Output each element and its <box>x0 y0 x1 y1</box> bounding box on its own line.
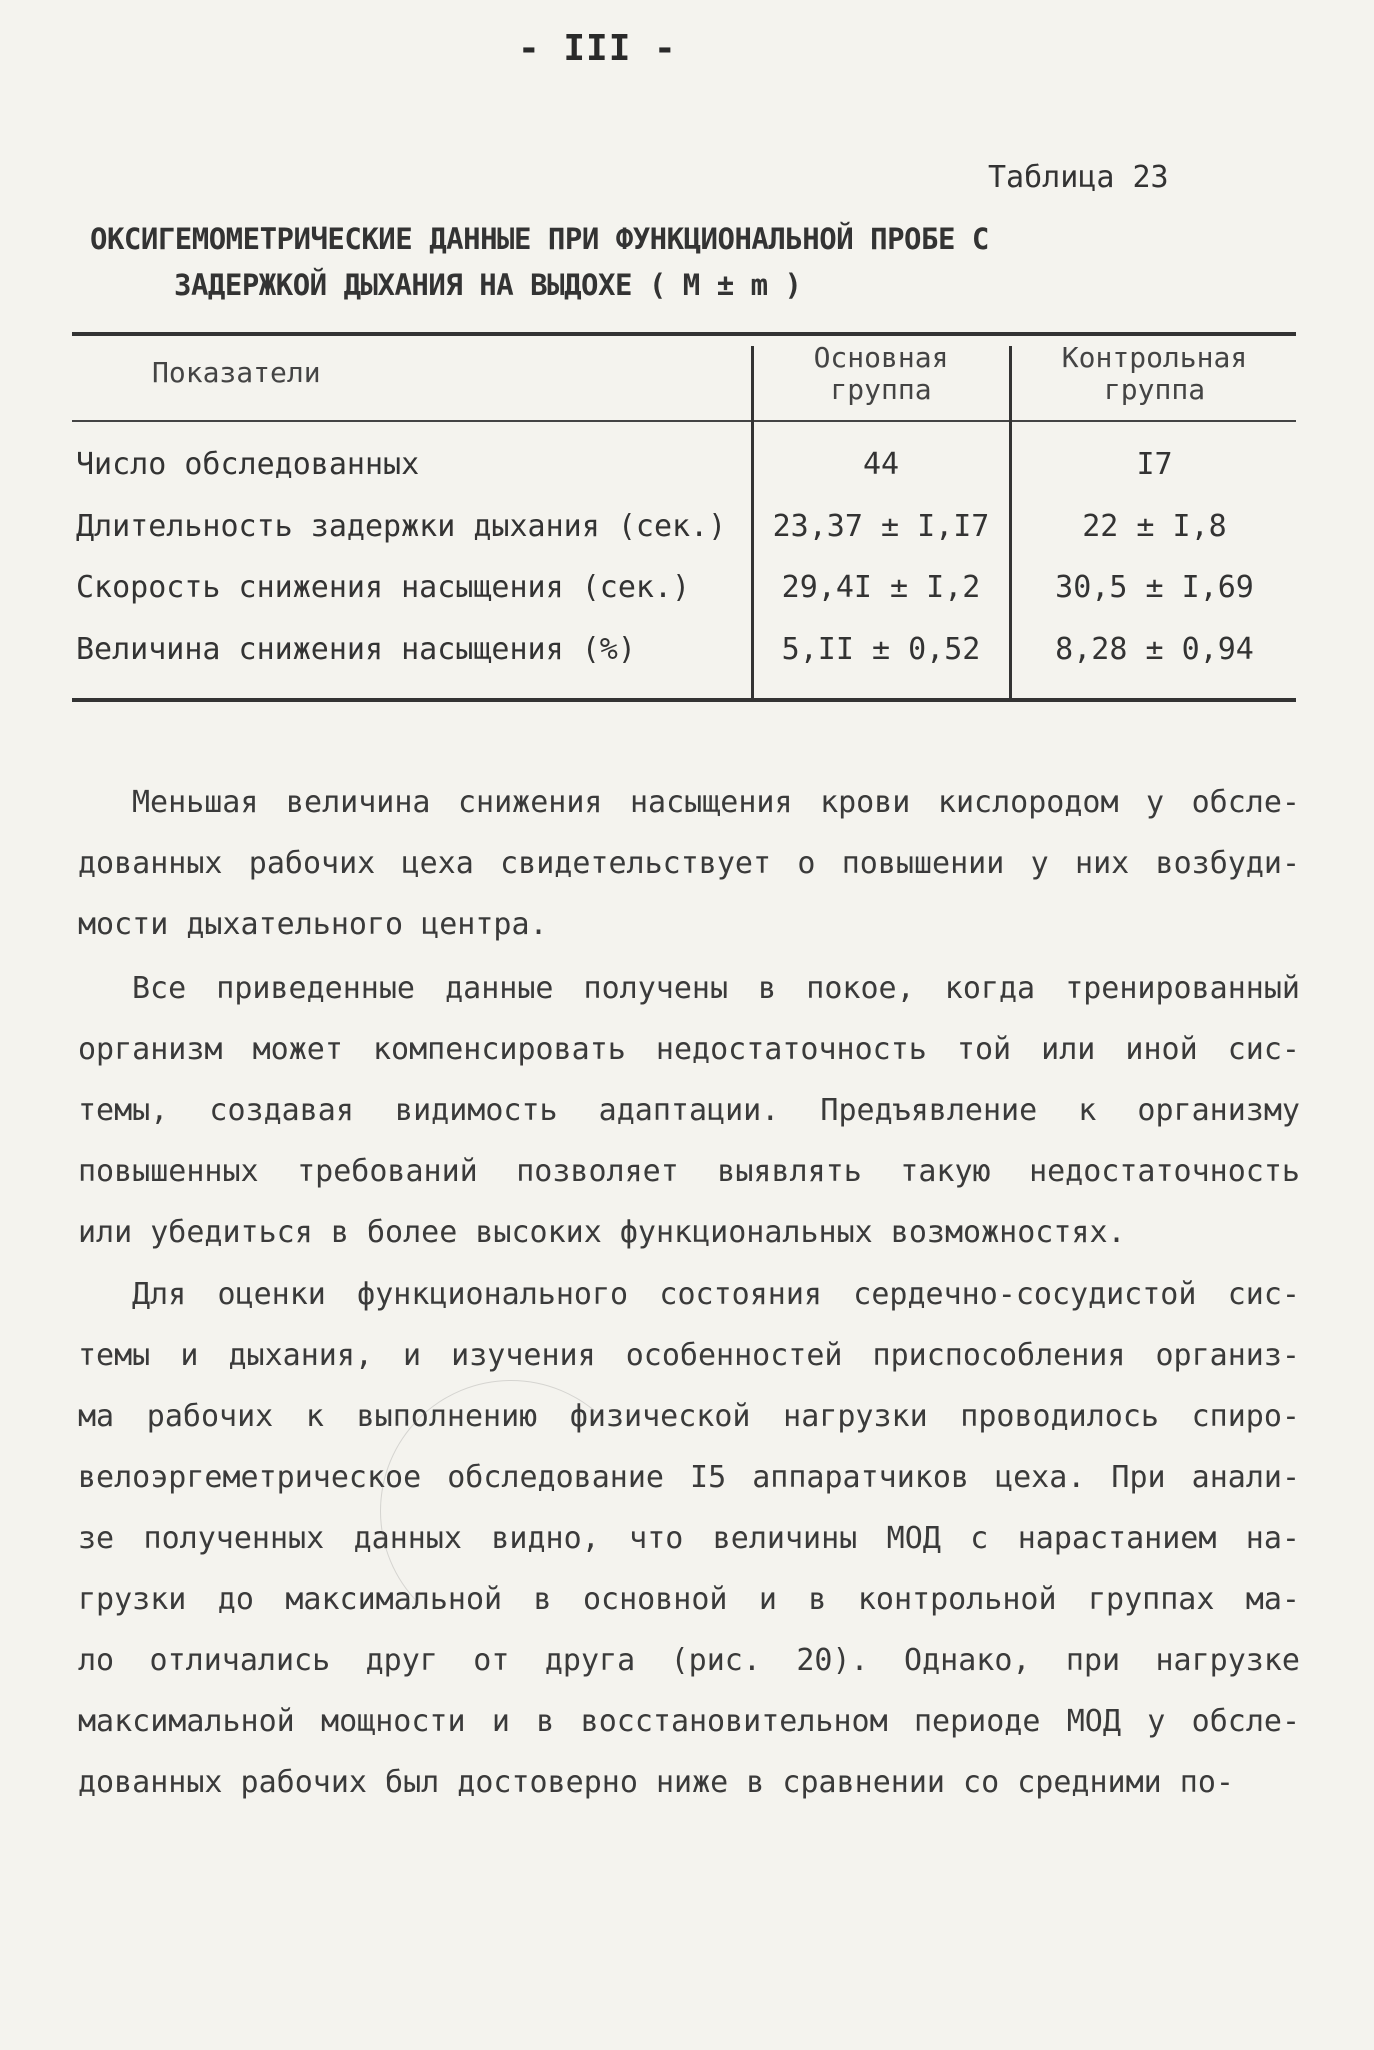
paragraph-3 <box>78 1264 1300 1813</box>
column-divider-2 <box>1009 346 1012 698</box>
header-control-line-2: группа <box>1103 373 1206 406</box>
paragraph-line: повышенных требований позволяет выявлять такую недостаточность <box>78 1154 1300 1189</box>
table-title-line-2: ЗАДЕРЖКОЙ ДЫХАНИЯ НА ВЫДОХЕ ( M ± m ) <box>174 268 802 302</box>
table-title-line-1: ОКСИГЕМОМЕТРИЧЕСКИЕ ДАННЫЕ ПРИ ФУНКЦИОНАЛЬНОЙ ПРОБЕ С <box>90 222 989 256</box>
row-control-value: 30,5 ± I,69 <box>1055 570 1254 605</box>
row-label: Число обследованных <box>76 447 420 482</box>
faint-pencil-mark <box>380 1380 642 1642</box>
paragraph-line: Меньшая величина снижения насыщения крови кислородом у обсле- <box>132 785 1300 820</box>
row-control-value: 22 ± I,8 <box>1082 509 1227 544</box>
header-main-group <box>755 342 1007 406</box>
header-main-line-2: группа <box>830 373 932 406</box>
row-label: Скорость снижения насыщения (сек.) <box>76 570 691 605</box>
row-control-value: I7 <box>1136 447 1173 482</box>
table-label: Таблица 23 <box>988 160 1169 195</box>
paragraph-line: или убедиться в более высоких функциональных возможностях. <box>78 1215 1126 1250</box>
row-main-value: 5,II ± 0,52 <box>781 632 981 667</box>
paragraph-line: ло отличались друг от друга (рис. 20). Однако, при нагрузке <box>78 1643 1300 1678</box>
header-control-group <box>1013 342 1296 406</box>
row-label: Длительность задержки дыхания (сек.) <box>76 509 727 544</box>
paragraph-line: максимальной мощности и в восстановительном периоде МОД у обсле- <box>78 1704 1300 1739</box>
paragraph-line: дованных рабочих цеха свидетельствует о повышении у них возбуди- <box>78 846 1300 881</box>
header-control-line-1: Контрольная <box>1061 341 1248 374</box>
paragraph-line: темы, создавая видимость адаптации. Предъявление к организму <box>78 1093 1300 1128</box>
paragraph-1 <box>78 772 1300 955</box>
paragraph-line: велоэргеметрическое обследование I5 аппаратчиков цеха. При анали- <box>78 1460 1300 1495</box>
row-main-value: 23,37 ± I,I7 <box>772 509 990 544</box>
row-main-value: 44 <box>862 447 900 482</box>
header-indicator: Показатели <box>152 356 321 389</box>
paragraph-line: дованных рабочих был достоверно ниже в сравнении со средними по- <box>78 1765 1234 1800</box>
paragraph-line: Все приведенные данные получены в покое, когда тренированный <box>132 971 1300 1006</box>
paragraph-line: темы и дыхания, и изучения особенностей приспособления организ- <box>78 1338 1300 1373</box>
paragraph-line: организм может компенсировать недостаточность той или иной сис- <box>78 1032 1300 1067</box>
paragraph-line: зе полученных данных видно, что величины МОД с нарастанием на- <box>78 1521 1300 1556</box>
table-top-rule <box>72 332 1296 336</box>
column-divider-1 <box>751 346 754 698</box>
paragraph-line: Для оценки функционального состояния сердечно-сосудистой сис- <box>132 1277 1300 1312</box>
row-main-value: 29,4I ± I,2 <box>781 570 981 605</box>
paragraph-2 <box>78 958 1300 1263</box>
table-title <box>90 216 1320 308</box>
table-bottom-rule <box>72 698 1296 702</box>
row-label: Величина снижения насыщения (%) <box>76 632 636 667</box>
paragraph-line: ма рабочих к выполнению физической нагрузки проводилось спиро- <box>78 1399 1300 1434</box>
page-number: - III - <box>518 28 677 69</box>
paragraph-line: мости дыхательного центра. <box>78 907 548 942</box>
header-rule <box>72 420 1296 422</box>
row-control-value: 8,28 ± 0,94 <box>1055 632 1254 667</box>
paragraph-line: грузки до максимальной в основной и в контрольной группах ма- <box>78 1582 1300 1617</box>
header-main-line-1: Основная <box>813 341 949 374</box>
